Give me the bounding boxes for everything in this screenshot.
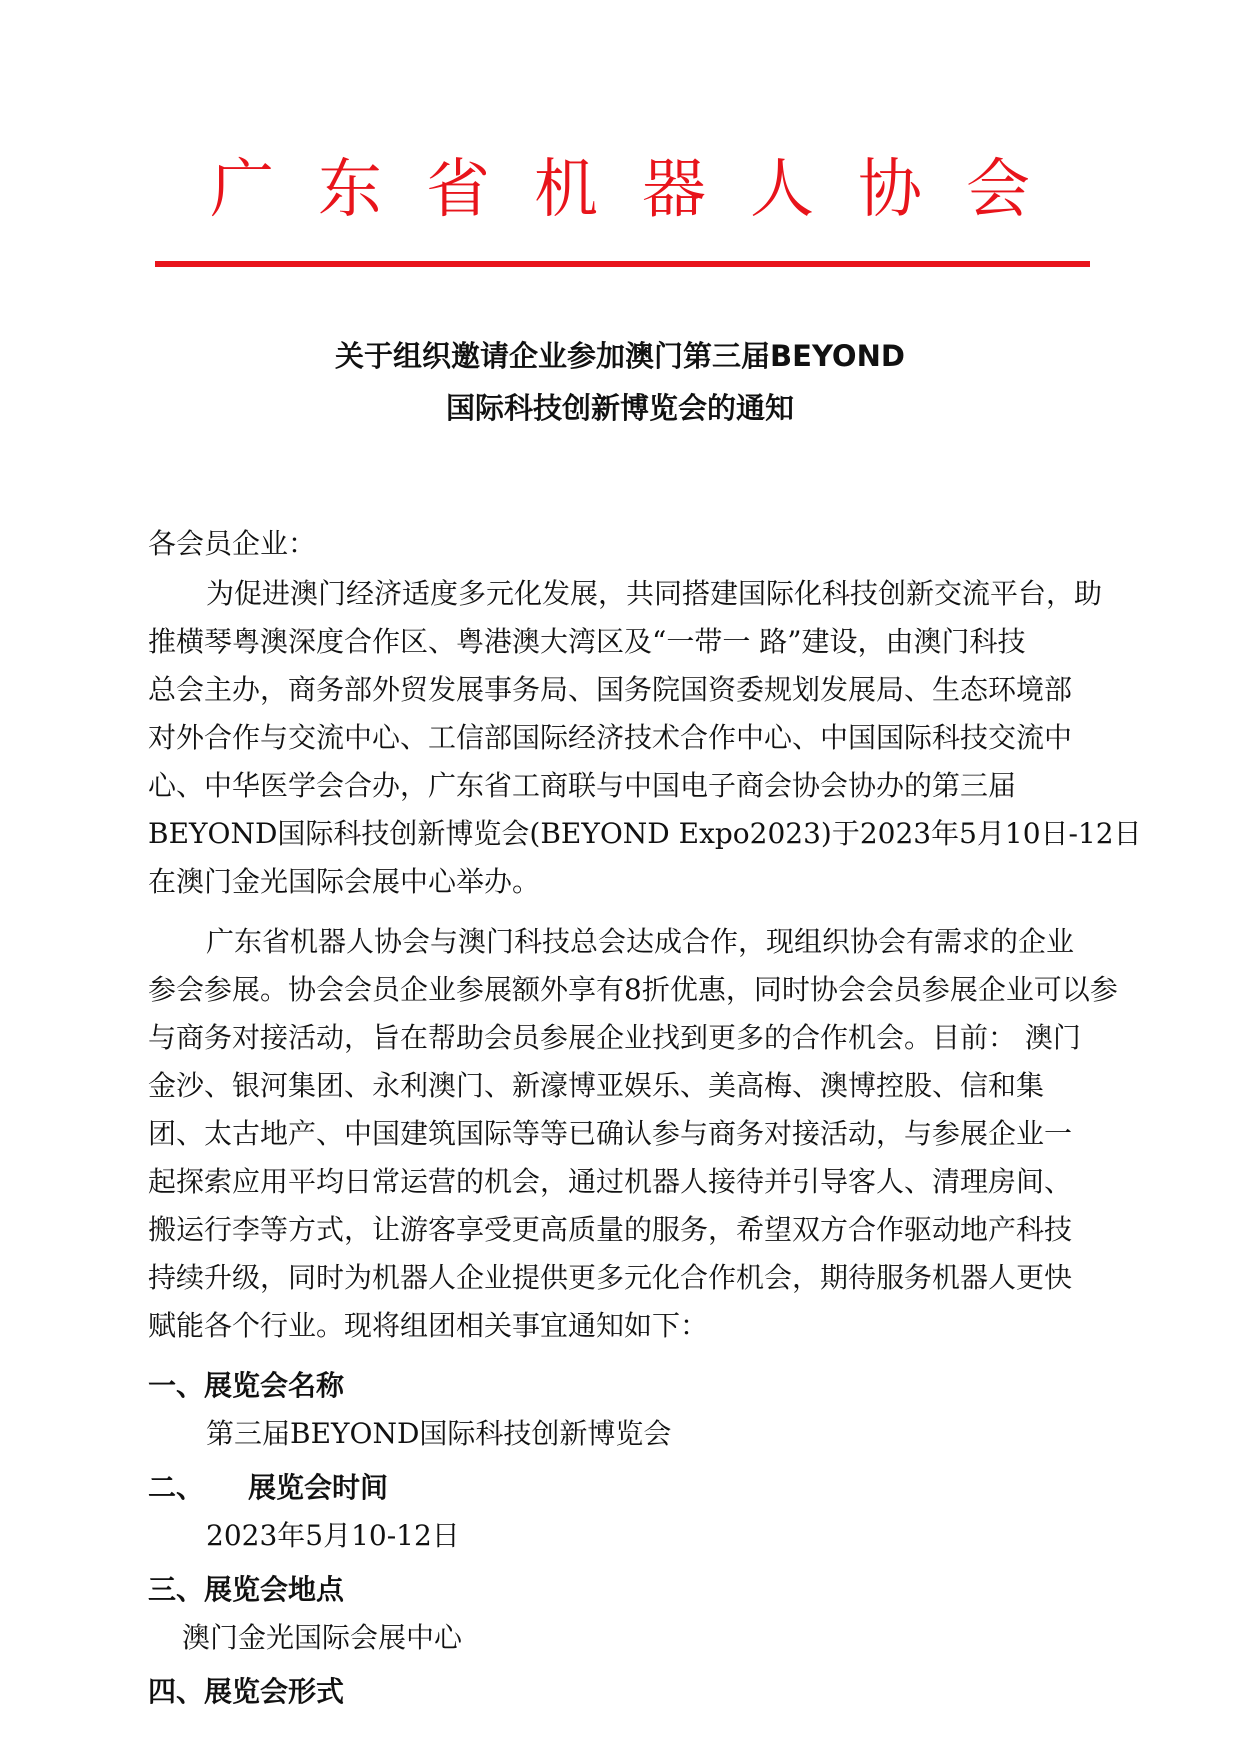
paragraph-1-line: 总会主办，商务部外贸发展事务局、国务院国资委规划发展局、生态环境部	[148, 673, 1073, 706]
section-heading-exhibition-time	[148, 1464, 1120, 1512]
paragraph-1-line: BEYOND国际科技创新博览会(BEYOND Expo2023)于2023年5月10日-12日	[148, 817, 1142, 850]
paragraph-1-line: 心、中华医学会合办，广东省工商联与中国电子商会协会协办的第三届	[148, 769, 1017, 802]
section-body-exhibition-name: 第三届BEYOND国际科技创新博览会	[206, 1417, 672, 1450]
paragraph-1-line: 为促进澳门经济适度多元化发展，共同搭建国际化科技创新交流平台，助	[206, 577, 1103, 610]
paragraph-2-line: 金沙、银河集团、永利澳门、新濠博亚娱乐、美高梅、澳博控股、信和集	[148, 1069, 1045, 1102]
section-heading-exhibition-format: 四、展览会形式	[148, 1675, 345, 1708]
paragraph-2-line: 团、太古地产、中国建筑国际等等已确认参与商务对接活动，与参展企业一	[148, 1117, 1073, 1150]
paragraph-1-line: 推横琴粤澳深度合作区、粤港澳大湾区及“一带一 路”建设，由澳门科技	[148, 625, 1026, 658]
paragraph-2-line: 广东省机器人协会与澳门科技总会达成合作，现组织协会有需求的企业	[206, 925, 1075, 958]
section-heading-number: 二、	[148, 1471, 205, 1504]
section-body-exhibition-time: 2023年5月10-12日	[206, 1519, 460, 1552]
letterhead-red-rule	[155, 261, 1090, 267]
paragraph-2	[148, 918, 1120, 1350]
section-body-exhibition-venue: 澳门金光国际会展中心	[182, 1621, 463, 1654]
letterhead-org-name: 广东省机器人协会	[210, 153, 1074, 227]
section-heading-exhibition-venue: 三、展览会地点	[148, 1573, 345, 1606]
paragraph-2-line: 赋能各个行业。现将组团相关事宜通知如下：	[148, 1309, 709, 1342]
section-heading-exhibition-name: 一、展览会名称	[148, 1369, 345, 1402]
paragraph-1-line: 对外合作与交流中心、工信部国际经济技术合作中心、中国国际科技交流中	[148, 721, 1073, 754]
paragraph-2-line: 参会参展。协会会员企业参展额外享有8折优惠，同时协会会员参展企业可以参	[148, 973, 1118, 1006]
paragraph-2-line: 起探索应用平均日常运营的机会，通过机器人接待并引导客人、清理房间、	[148, 1165, 1073, 1198]
document-body	[148, 520, 1142, 1716]
document-title-line-1: 关于组织邀请企业参加澳门第三届BEYOND	[335, 339, 905, 373]
document-title	[0, 330, 1240, 434]
paragraph-2-line: 持续升级，同时为机器人企业提供更多元化合作机会，期待服务机器人更快	[148, 1261, 1073, 1294]
paragraph-2-line: 与商务对接活动，旨在帮助会员参展企业找到更多的合作机会。目前： 澳门	[148, 1021, 1081, 1054]
paragraph-1-line: 在澳门金光国际会展中心举办。	[148, 865, 541, 898]
salutation: 各会员企业：	[148, 527, 317, 560]
document-title-line-2: 国际科技创新博览会的通知	[445, 391, 794, 425]
section-heading-text: 展览会时间	[248, 1471, 389, 1504]
paragraph-2-line: 搬运行李等方式，让游客享受更高质量的服务，希望双方合作驱动地产科技	[148, 1213, 1073, 1246]
paragraph-1	[148, 570, 1142, 906]
